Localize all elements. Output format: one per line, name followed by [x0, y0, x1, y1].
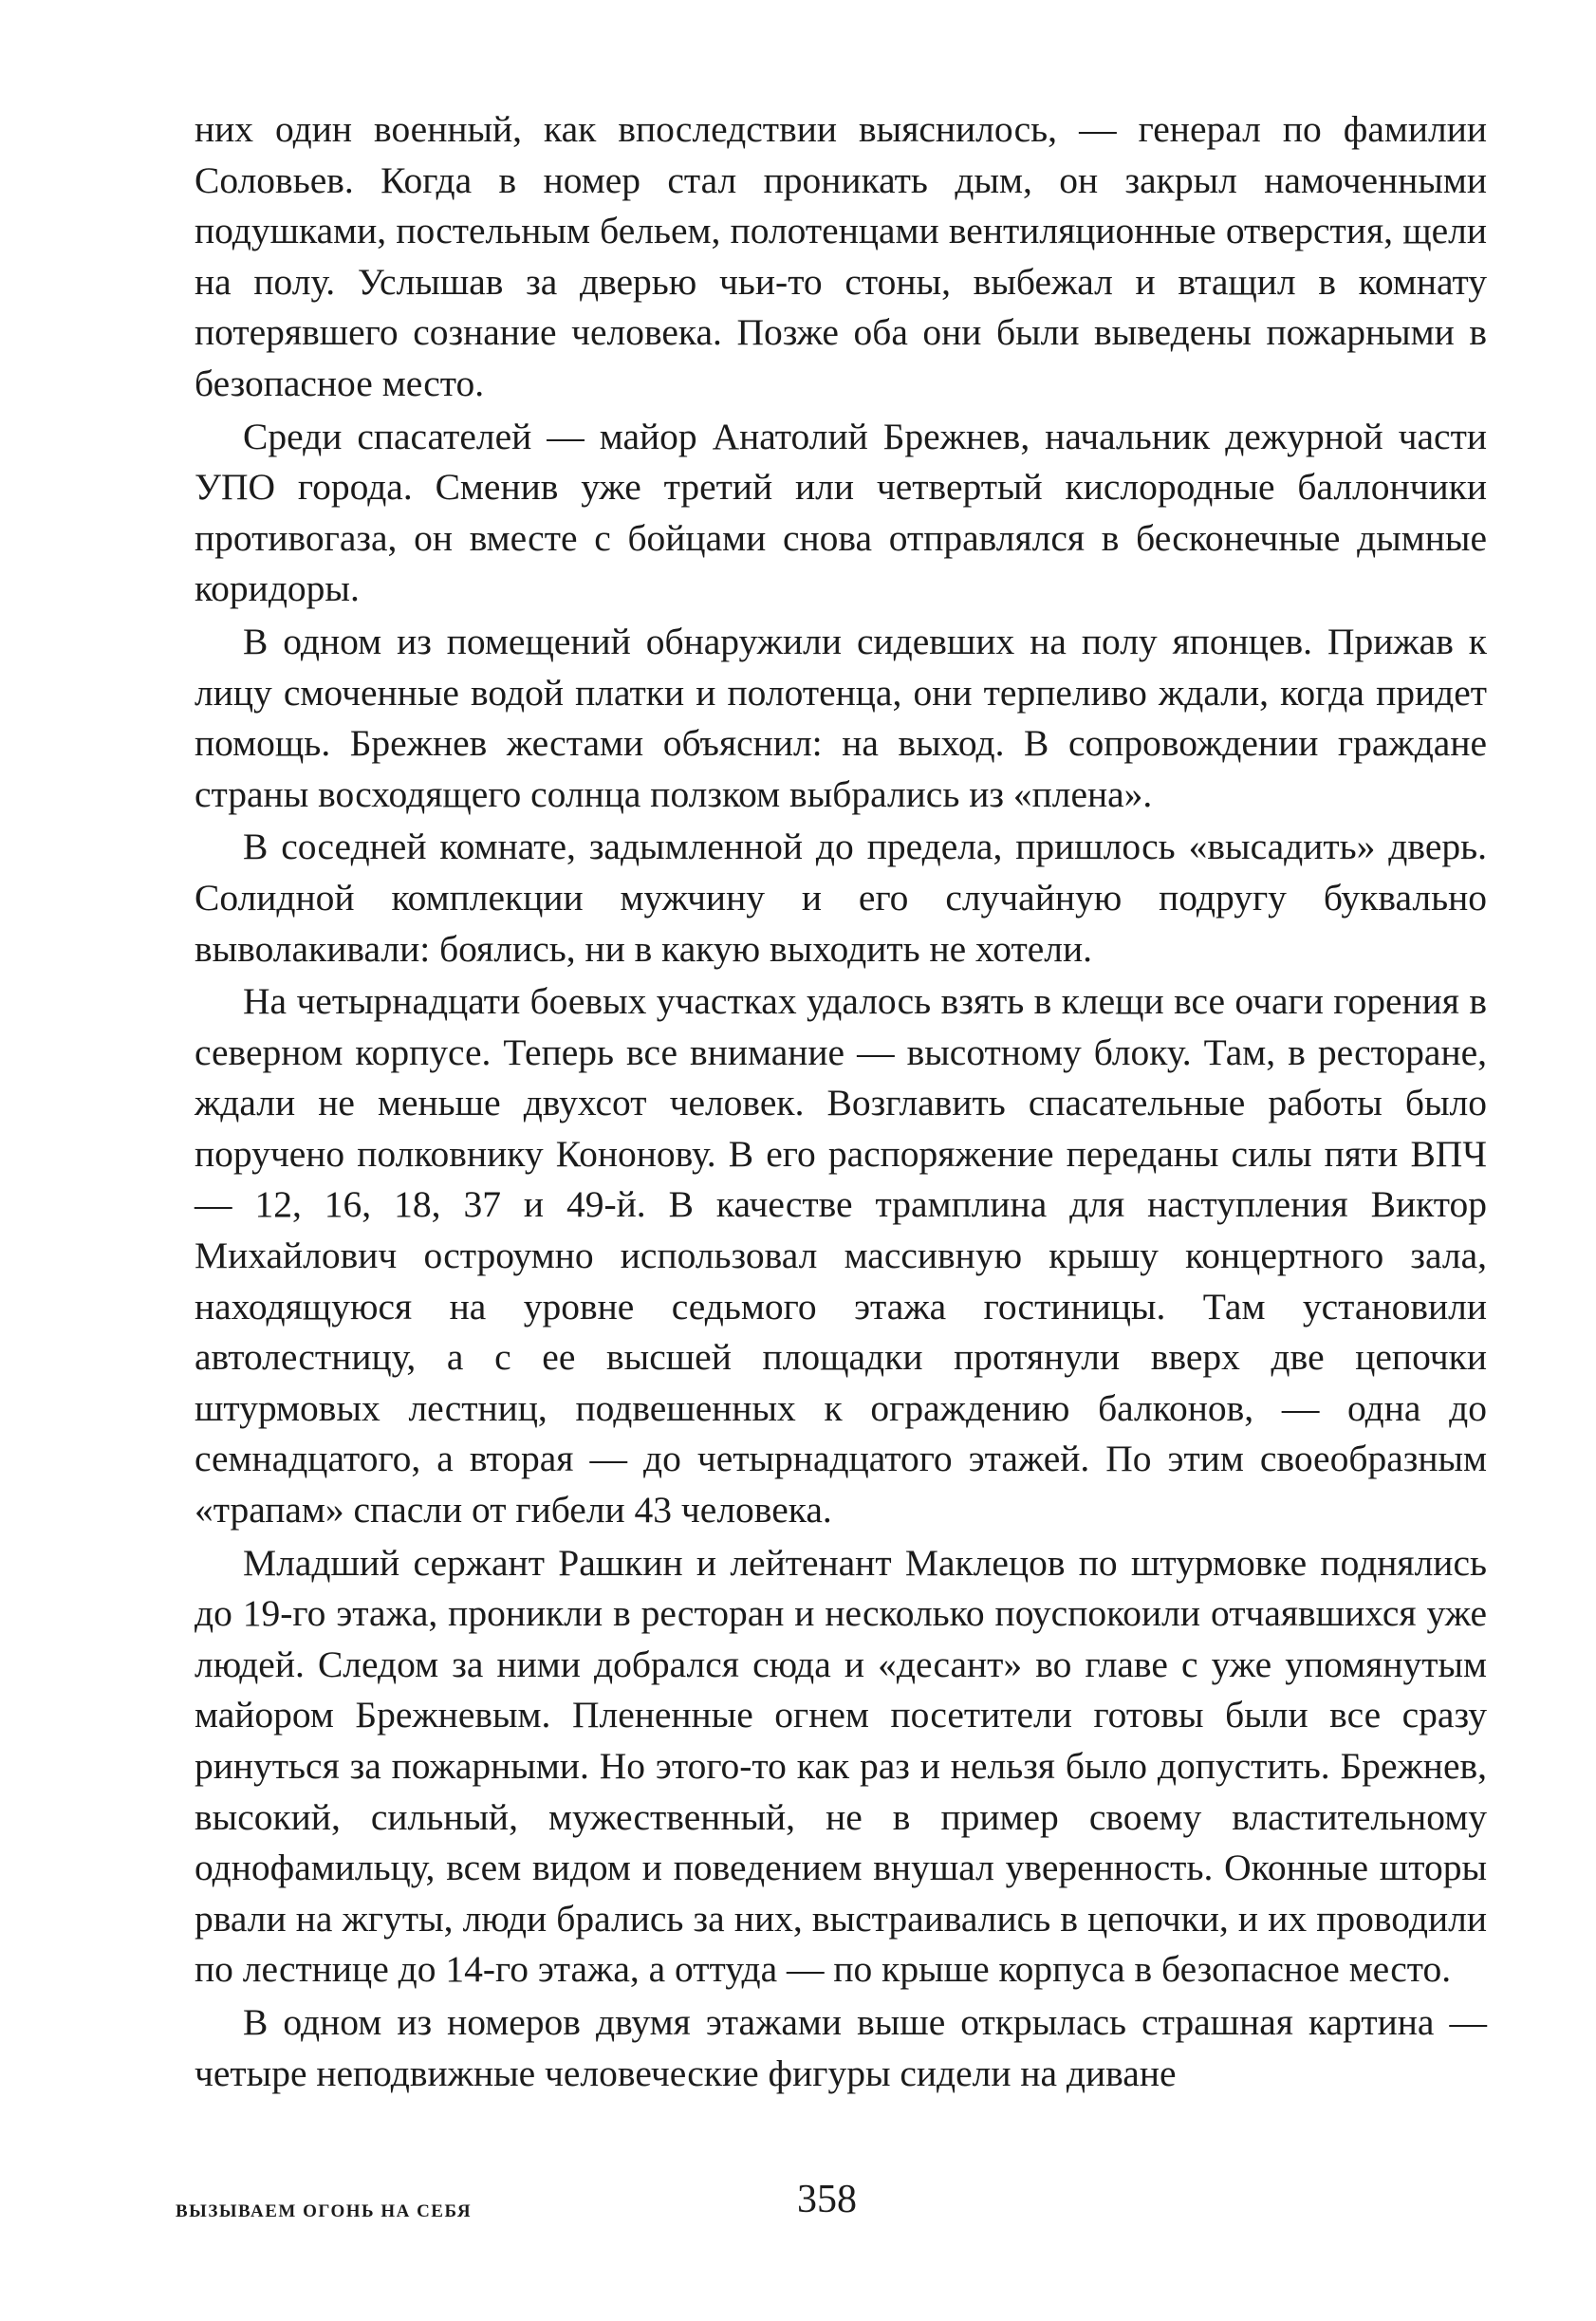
- paragraph: Младший сержант Рашкин и лейтенант Маклецов по штурмовке поднялись до 19-го этажа, проникли в ресторан и несколько поуспокоили отчаявшихся уже людей. Следом за ними добрался сюда и «десант» во главе с уже упомянутым майором Брежневым. Плененные огнем посетители готовы были все сразу ринуться за пожарными. Но этого-то как раз и нельзя было допустить. Брежнев, высокий, сильный, мужественный, не в пример своему властительному однофамильцу, всем видом и поведением внушал уверенность. Оконные шторы рвали на жгуты, люди брались за них, выстраивались в цепочки, и их проводили по лестнице до 14-го этажа, а оттуда — по крыше корпуса в безопасное место.: [195, 1541, 1487, 1991]
- paragraph: Среди спасателей — майор Анатолий Брежнев, начальник дежурной части УПО города. Сменив уже третий или четвертый кислородные баллончики противогаза, он вместе с бойцами снова отправлялся в бесконечные дымные коридоры.: [195, 415, 1487, 610]
- paragraph: В соседней комнате, задымленной до предела, пришлось «высадить» дверь. Солидной комплекции мужчину и его случайную подругу буквально выволакивали: боялись, ни в какую выходить не хотели.: [195, 826, 1487, 970]
- body-text: [195, 104, 1487, 2099]
- paragraph-continuation: них один военный, как впоследствии выяснилось, — генерал по фамилии Соловьев. Когда в номер стал проникать дым, он закрыл намоченными подушками, постельным бельем, полотенцами вентиляционные отверстия, щели на полу. Услышав за дверью чьи-то стоны, выбежал и втащил в комнату потерявшего сознание человека. Позже оба они были выведены пожарными в безопасное место.: [195, 108, 1487, 404]
- paragraph: В одном из номеров двумя этажами выше открылась страшная картина — четыре неподвижные человеческие фигуры сидели на диване: [195, 2000, 1487, 2094]
- paragraph: На четырнадцати боевых участках удалось взять в клещи все очаги горения в северном корпусе. Теперь все внимание — высотному блоку. Там, в ресторане, ждали не меньше двухсот человек. Возглавить спасательные работы было поручено полковнику Кононову. В его распоряжение переданы силы пяти ВПЧ — 12, 16, 18, 37 и 49-й. В качестве трамплина для наступления Виктор Михайлович остроумно использовал массивную крышу концертного зала, находящуюся на уровне седьмого этажа гостиницы. Там установили автолестницу, а с ее высшей площадки протянули вверх две цепочки штурмовых лестниц, подвешенных к ограждению балконов, — одна до семнадцатого, а вторая — до четырнадцатого этажей. По этим своеобразным «трапам» спасли от гибели 43 человека.: [195, 980, 1487, 1532]
- page-footer: [176, 2173, 1504, 2239]
- page-number: 358: [797, 2178, 857, 2221]
- paragraph: В одном из помещений обнаружили сидевших на полу японцев. Прижав к лицу смоченные водой платки и полотенца, они терпеливо ждали, когда придет помощь. Брежнев жестами объяснил: на выход. В сопровождении граждане страны восходящего солнца ползком выбрались из «плена».: [195, 620, 1487, 815]
- running-title: ВЫЗЫВАЕМ ОГОНЬ НА СЕБЯ: [176, 2201, 473, 2221]
